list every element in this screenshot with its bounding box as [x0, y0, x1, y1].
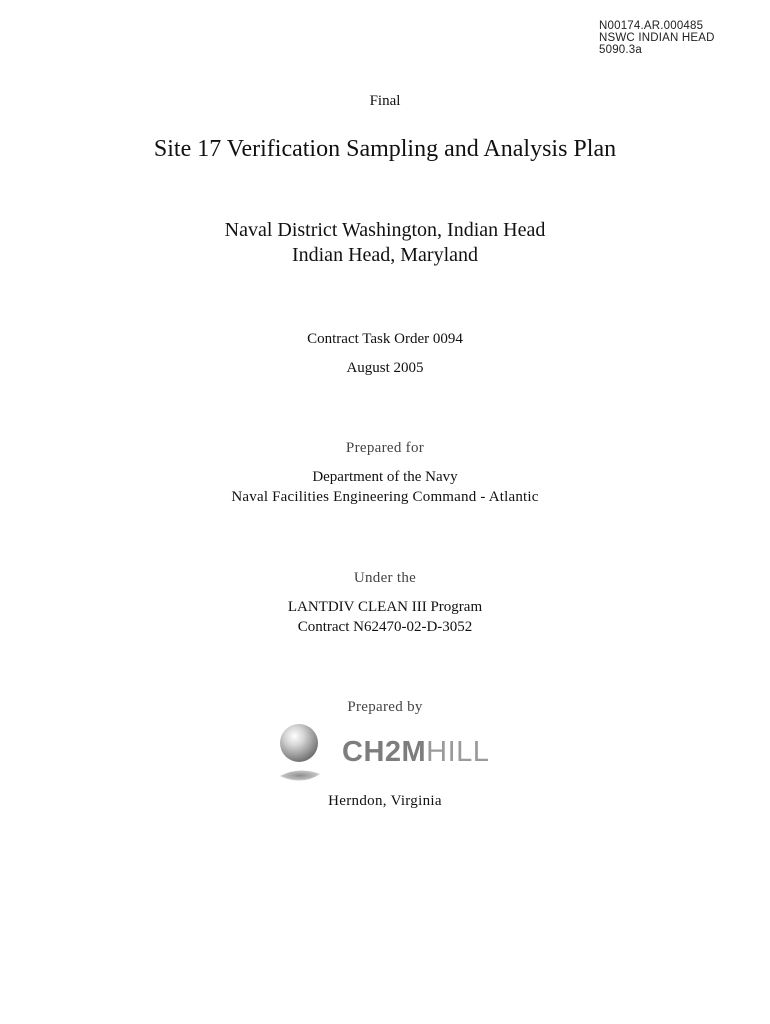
- document-date: August 2005: [346, 360, 424, 376]
- doc-id-line-1: N00174.AR.000485: [599, 20, 704, 32]
- prepared-by-label: Prepared by: [347, 699, 423, 715]
- client-line-1: Department of the Navy: [312, 469, 458, 485]
- location-line-1: Naval District Washington, Indian Head: [224, 219, 546, 241]
- under-label: Under the: [353, 570, 417, 586]
- client-line-2: Naval Facilities Engineering Command - Atlantic: [231, 489, 539, 505]
- company-logo-text: [342, 735, 489, 769]
- company-logo: [272, 722, 532, 788]
- prepared-for-label: Prepared for: [345, 440, 425, 456]
- logo-text-light: HILL: [426, 736, 490, 768]
- logo-text-bold: CH2M: [342, 736, 427, 768]
- location-line-2: Indian Head, Maryland: [291, 244, 479, 266]
- contract-task-order: Contract Task Order 0094: [307, 331, 463, 347]
- program-line-1: LANTDIV CLEAN III Program: [287, 599, 483, 615]
- program-line-2: Contract N62470-02-D-3052: [297, 619, 473, 635]
- prepared-by-city: Herndon, Virginia: [328, 793, 442, 809]
- sphere-logo-icon: [272, 722, 328, 788]
- doc-id-line-2: NSWC INDIAN HEAD: [599, 32, 715, 44]
- doc-id-line-3: 5090.3a: [599, 44, 642, 56]
- document-id-block: [599, 20, 715, 56]
- document-title: Site 17 Verification Sampling and Analysis Plan: [153, 136, 617, 162]
- document-status: Final: [369, 93, 401, 109]
